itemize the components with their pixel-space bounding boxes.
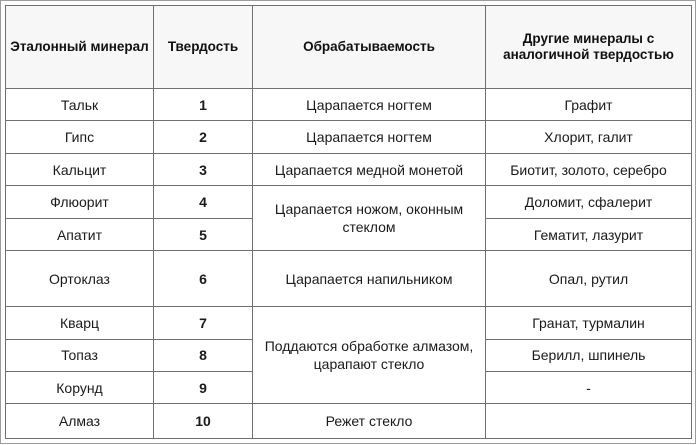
mineral-cell: Кварц (6, 307, 154, 339)
table-row (6, 121, 692, 153)
hardness-cell: 1 (154, 89, 253, 121)
hardness-cell: 3 (154, 154, 253, 186)
hardness-cell: 5 (154, 219, 253, 251)
mineral-cell: Гипс (6, 121, 154, 153)
workability-cell: Режет стекло (253, 404, 486, 439)
table-row (6, 404, 692, 439)
mineral-cell: Тальк (6, 89, 154, 121)
workability-cell: Царапается медной монетой (253, 154, 486, 186)
table-row (6, 186, 692, 218)
mineral-cell: Корунд (6, 372, 154, 404)
header-reference-mineral: Эталонный минерал (6, 6, 154, 89)
table-row (6, 251, 692, 307)
mineral-cell: Кальцит (6, 154, 154, 186)
other-minerals-cell: Графит (486, 89, 692, 121)
table-row (6, 154, 692, 186)
header-workability: Обрабатываемость (253, 6, 486, 89)
hardness-cell: 2 (154, 121, 253, 153)
table-row (6, 89, 692, 121)
other-minerals-cell: - (486, 372, 692, 404)
workability-cell: Царапается ногтем (253, 89, 486, 121)
table-row (6, 307, 692, 339)
workability-cell: Царапается напильником (253, 251, 486, 307)
other-minerals-cell: Биотит, золото, серебро (486, 154, 692, 186)
hardness-cell: 9 (154, 372, 253, 404)
other-minerals-cell: Хлорит, галит (486, 121, 692, 153)
mineral-cell: Апатит (6, 219, 154, 251)
header-other-minerals: Другие минералы с аналогичной твердостью (486, 6, 692, 89)
other-minerals-cell (486, 404, 692, 439)
hardness-cell: 8 (154, 340, 253, 372)
hardness-cell: 7 (154, 307, 253, 339)
workability-cell: Царапается ножом, оконным стеклом (253, 186, 486, 251)
mineral-cell: Алмаз (6, 404, 154, 439)
workability-cell: Царапается ногтем (253, 121, 486, 153)
other-minerals-cell: Доломит, сфалерит (486, 186, 692, 218)
mineral-cell: Флюорит (6, 186, 154, 218)
other-minerals-cell: Берилл, шпинель (486, 340, 692, 372)
other-minerals-cell: Гранат, турмалин (486, 307, 692, 339)
header-row (6, 6, 692, 89)
mineral-cell: Ортоклаз (6, 251, 154, 307)
hardness-cell: 6 (154, 251, 253, 307)
mohs-hardness-table (5, 5, 692, 439)
other-minerals-cell: Гематит, лазурит (486, 219, 692, 251)
header-hardness: Твердость (154, 6, 253, 89)
mineral-cell: Топаз (6, 340, 154, 372)
hardness-cell: 10 (154, 404, 253, 439)
workability-cell: Поддаются обработке алмазом, царапают стекло (253, 307, 486, 404)
hardness-cell: 4 (154, 186, 253, 218)
other-minerals-cell: Опал, рутил (486, 251, 692, 307)
